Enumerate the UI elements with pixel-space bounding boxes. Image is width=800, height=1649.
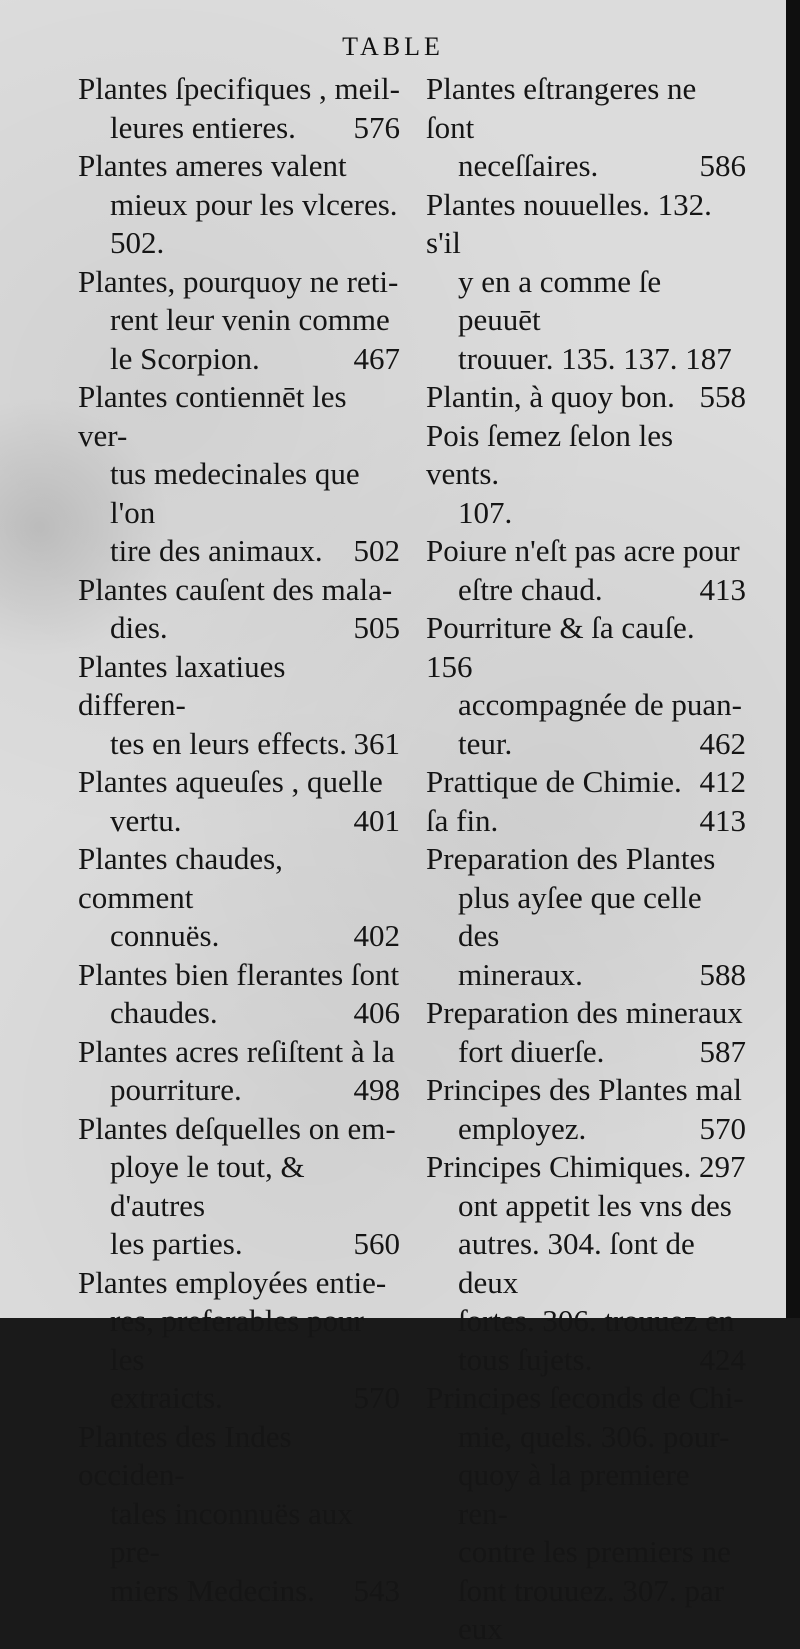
index-line: Plantes cauſent des mala- <box>78 571 393 607</box>
entry-text: ſa fin. <box>426 802 499 838</box>
index-line <box>426 571 746 610</box>
index-line: y en a comme ſe peuuēt <box>458 263 662 337</box>
index-line: Plantes contiennēt les ver- <box>78 379 347 453</box>
index-line: Plantes chaudes, comment <box>78 841 283 915</box>
index-line: mie, quels. 306. pour- <box>458 1418 730 1454</box>
index-line: Plantes, pourquoy ne reti- <box>78 263 399 299</box>
entry-text: neceſſaires. <box>458 148 599 183</box>
index-line <box>78 1572 400 1611</box>
index-line <box>78 609 400 648</box>
index-line <box>78 725 400 764</box>
entry-text: tes en leurs effects. <box>110 725 347 761</box>
running-header: TABLE <box>342 32 444 61</box>
page-number: 462 <box>699 725 746 761</box>
index-line: Plantes employées entie- <box>78 1264 387 1300</box>
page-number: 560 <box>353 1226 400 1261</box>
index-line: Plantes aqueuſes , quelle <box>78 764 383 799</box>
entry-text: extraicts. <box>110 1380 223 1415</box>
index-line: Preparation des mineraux <box>426 995 743 1030</box>
page-number: 424 <box>699 1341 746 1377</box>
index-line: plus ayſee que celle des <box>458 879 702 953</box>
index-line: 107. <box>458 494 513 530</box>
page-number: 413 <box>699 571 746 607</box>
index-line: Principes des Plantes mal <box>426 1072 742 1107</box>
entry-text: vertu. <box>110 802 182 838</box>
index-line: Plantes eſtrangeres ne ſont <box>426 71 697 145</box>
page-number: 502 <box>353 533 400 568</box>
page-number: 587 <box>699 1033 746 1069</box>
index-line <box>78 1225 400 1264</box>
entry-text: miers Medecins. <box>110 1572 315 1608</box>
entry-text: employez. <box>458 1110 587 1146</box>
page-number: 413 <box>699 802 746 838</box>
index-line <box>426 725 746 764</box>
index-line: autres. 304. ſont de deux <box>458 1226 695 1300</box>
entry-text: chaudes. <box>110 995 218 1030</box>
page-number: 558 <box>699 379 746 414</box>
index-line: Plantes acres reſiſtent à la <box>78 1033 395 1069</box>
entry-text: Plantin, à quoy bon. <box>426 379 675 414</box>
index-line <box>426 1110 746 1149</box>
index-line: ont appetit les vns des <box>458 1187 732 1223</box>
entry-text: connuës. <box>110 918 220 953</box>
index-line <box>78 994 400 1033</box>
index-line: Plantes laxatiues differen- <box>78 648 286 722</box>
index-line: Pourriture & ſa cauſe. 156 <box>426 610 695 684</box>
page-number: 570 <box>353 1380 400 1415</box>
entry-text: pourriture. <box>110 1072 242 1107</box>
index-line: Principes Chimiques. 297 <box>426 1149 746 1184</box>
index-line <box>426 802 746 841</box>
index-line <box>426 147 746 186</box>
index-line: tus medecinales que l'on <box>110 456 360 530</box>
index-line: res, preferables pour les <box>110 1303 364 1377</box>
page-number: 467 <box>353 340 400 376</box>
index-line: eux <box>458 1611 503 1646</box>
index-line: rent leur venin comme <box>110 302 390 337</box>
page-number: 361 <box>353 725 400 761</box>
entry-text: tous ſujets. <box>458 1341 593 1377</box>
entry-text: eſtre chaud. <box>458 571 603 607</box>
index-line <box>78 802 400 841</box>
index-column-left <box>78 70 400 1610</box>
entry-text: dies. <box>110 610 168 645</box>
index-line: quoy à la premiere ren- <box>458 1457 690 1531</box>
entry-text: mineraux. <box>458 956 583 992</box>
index-line: Poiure n'eſt pas acre pour <box>426 533 740 568</box>
page-number: 576 <box>353 109 400 145</box>
index-line: Preparation des Plantes <box>426 841 716 876</box>
index-line <box>78 917 400 956</box>
index-line <box>78 1071 400 1110</box>
index-column-right <box>426 70 746 1649</box>
index-line: tales inconnuës aux pre- <box>110 1495 353 1569</box>
index-line: Plantes ſpecifiques , meil- <box>78 71 400 106</box>
page-number: 401 <box>353 802 400 838</box>
page-number: 570 <box>699 1110 746 1146</box>
index-line <box>426 378 746 417</box>
index-line: ploye le tout, & d'autres <box>110 1149 305 1223</box>
index-line: ſortes. 306. trouuez en <box>458 1303 735 1338</box>
index-line <box>426 956 746 995</box>
page-number: 588 <box>699 956 746 992</box>
page-number: 505 <box>353 610 400 645</box>
index-line: Principes ſeconds de Chi- <box>426 1380 744 1415</box>
page-number: 406 <box>353 995 400 1030</box>
page-number: 543 <box>353 1572 400 1608</box>
page-number: 498 <box>353 1072 400 1107</box>
index-line: 502. <box>110 225 165 260</box>
index-line: ſont trouuez. 307. par <box>458 1572 725 1608</box>
index-line <box>426 1033 746 1072</box>
page-number: 412 <box>699 764 746 799</box>
index-line: Plantes des Indes occiden- <box>78 1418 292 1492</box>
entry-text: Prattique de Chimie. <box>426 764 682 799</box>
index-line <box>78 109 400 148</box>
entry-text: fort diuerſe. <box>458 1033 605 1069</box>
entry-text: teur. <box>458 725 513 761</box>
entry-text: leures entieres. <box>110 109 296 145</box>
index-line <box>426 1341 746 1380</box>
index-line: contre les premiers ne <box>458 1534 731 1569</box>
page-number: 402 <box>353 918 400 953</box>
index-line: Plantes nouuelles. 132. s'il <box>426 186 712 260</box>
index-line: Plantes ameres valent <box>78 148 347 183</box>
index-line <box>78 340 400 379</box>
index-line <box>78 1379 400 1418</box>
entry-text: tire des animaux. <box>110 533 323 568</box>
entry-text: le Scorpion. <box>110 340 260 376</box>
index-line: trouuer. 135. 137. 187 <box>458 340 732 376</box>
entry-text: les parties. <box>110 1226 243 1261</box>
index-line: Plantes deſquelles on em- <box>78 1110 396 1146</box>
page-number: 586 <box>699 148 746 183</box>
index-line: Plantes bien flerantes ſont <box>78 956 400 992</box>
index-line: accompagnée de puan- <box>458 687 743 722</box>
scan-edge-shadow <box>786 0 800 1318</box>
index-line <box>78 532 400 571</box>
index-line: Pois ſemez ſelon les vents. <box>426 417 674 491</box>
index-line: mieux pour les vlceres. <box>110 186 398 222</box>
index-line <box>426 763 746 802</box>
